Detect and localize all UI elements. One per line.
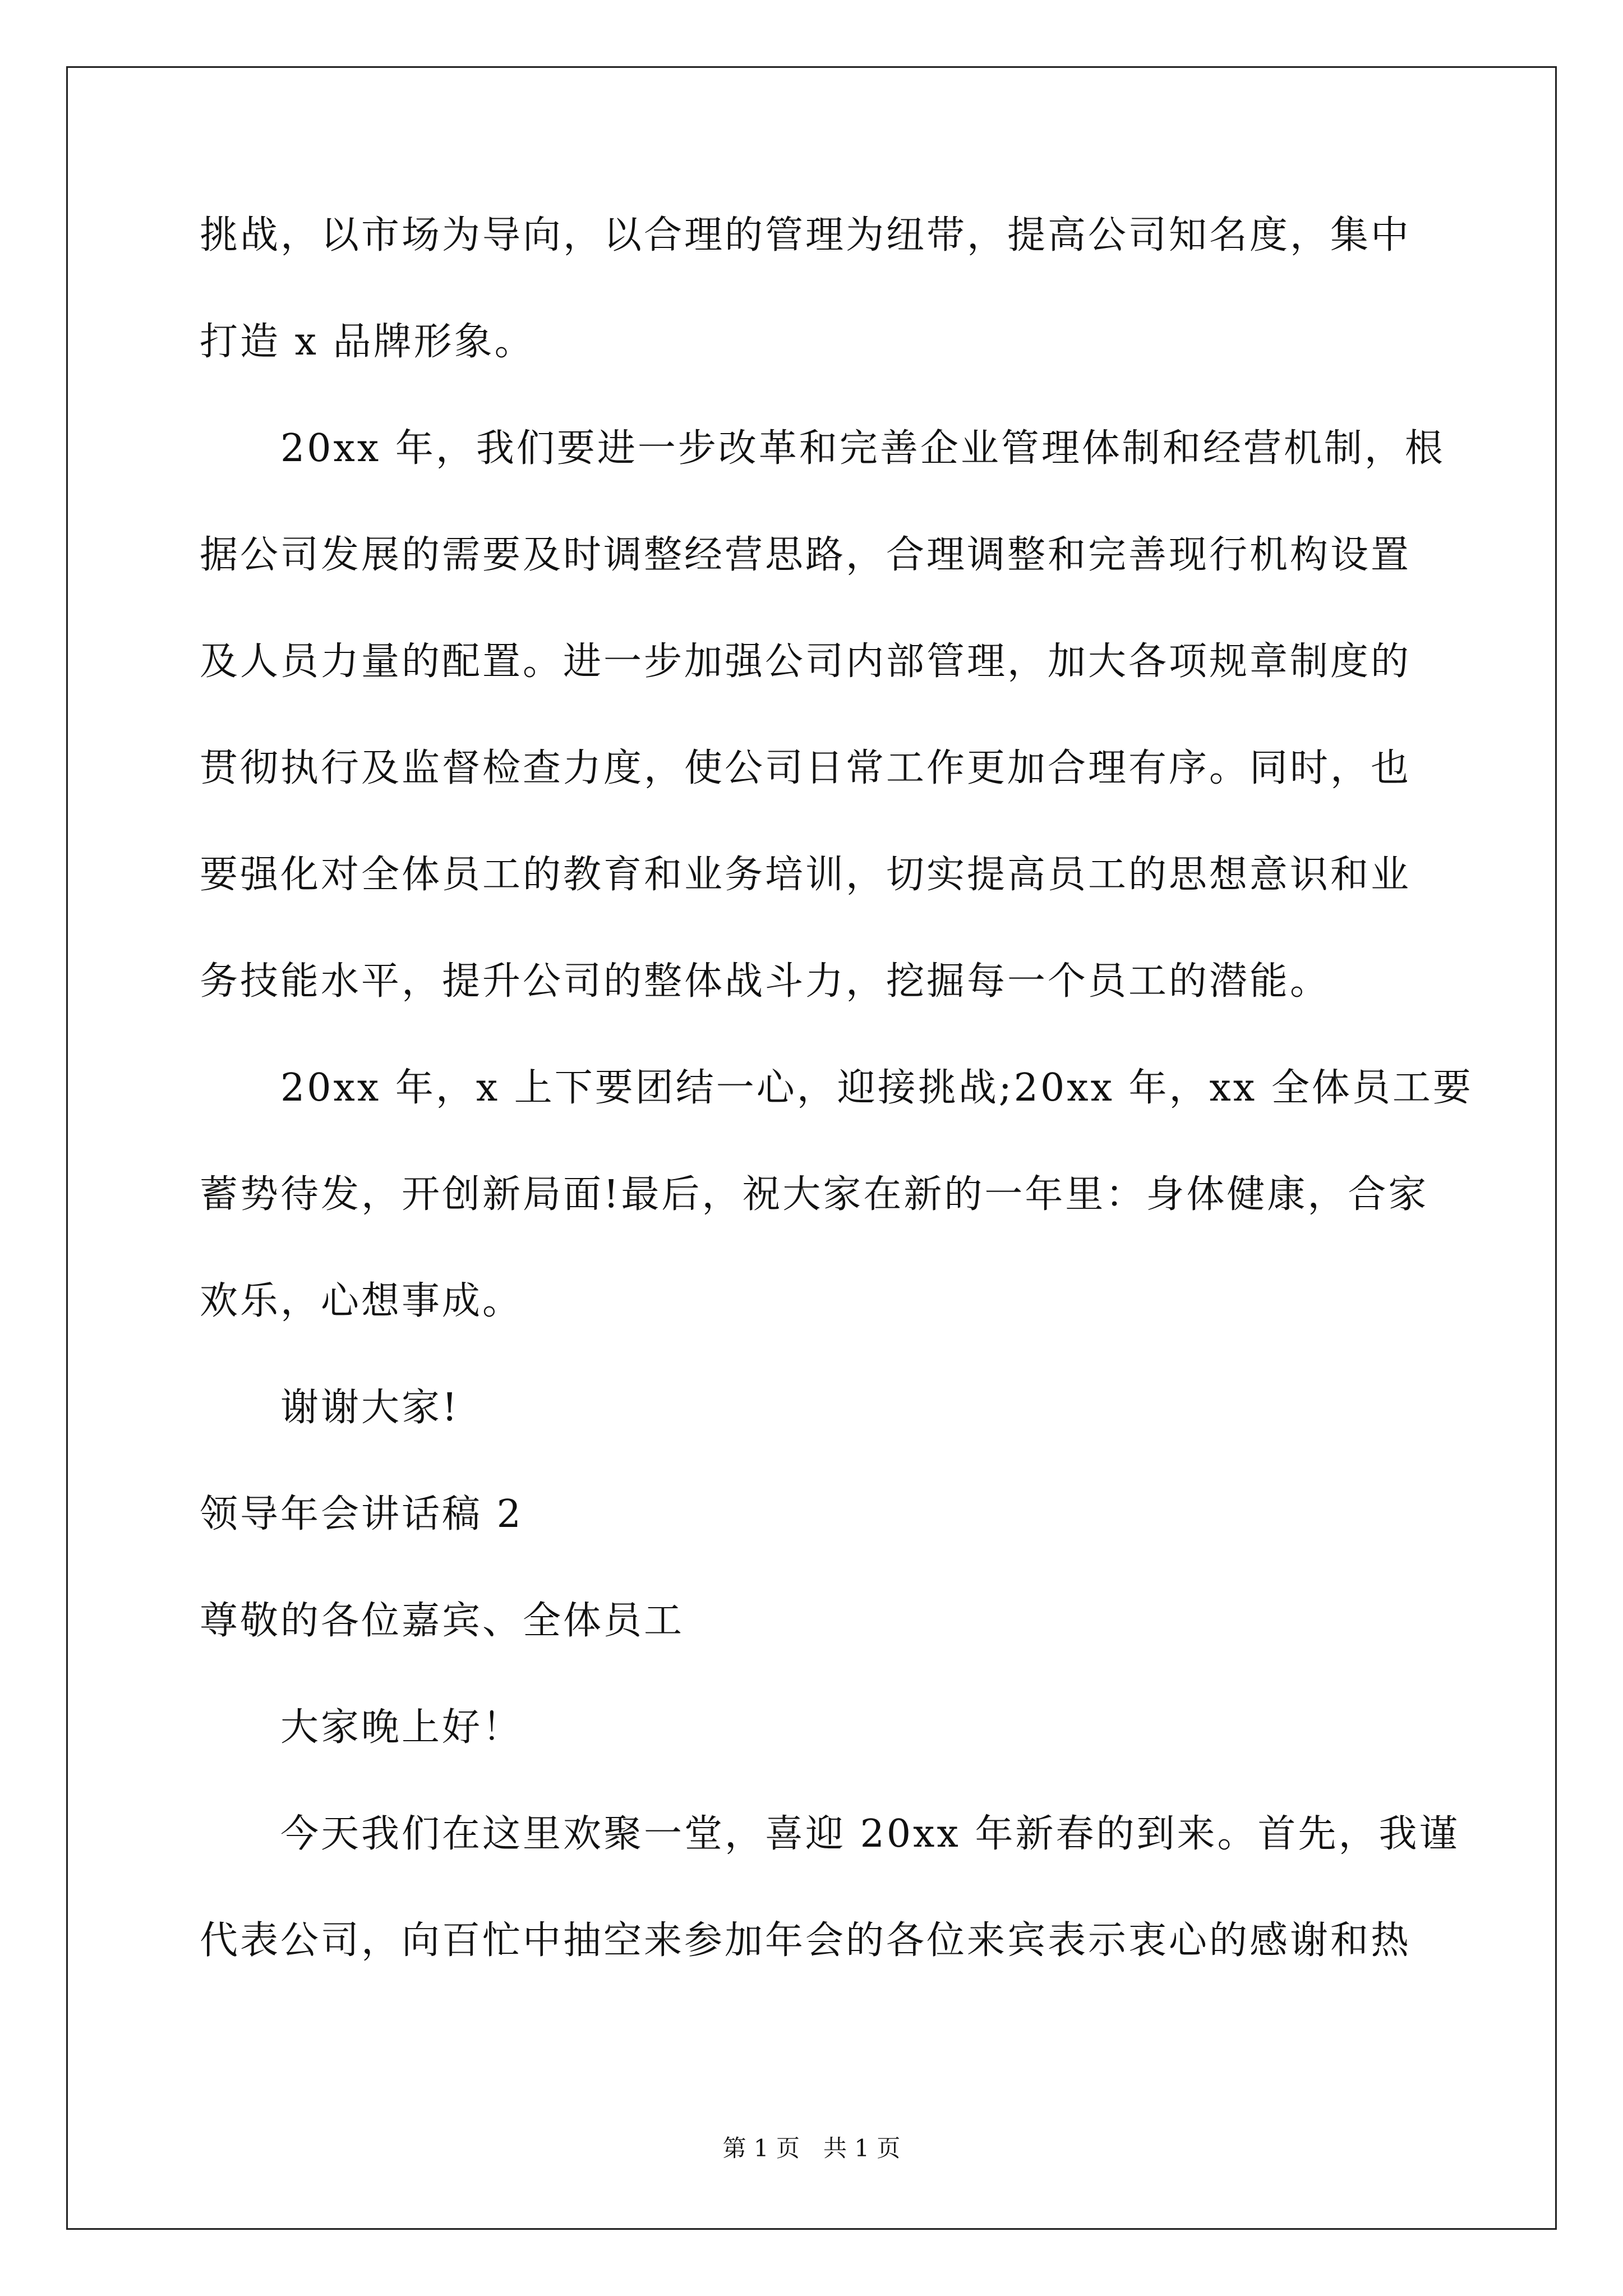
greeting: 大家晚上好！ — [280, 1705, 523, 1750]
salutation: 尊敬的各位嘉宾、全体员工 — [200, 1599, 685, 1643]
paragraph-line: 蓄势待发，开创新局面!最后，祝大家在新的一年里：身体健康，合家 — [200, 1172, 1429, 1217]
page-border — [66, 66, 1557, 2230]
paragraph-line: 务技能水平，提升公司的整体战斗力，挖掘每一个员工的潜能。 — [200, 959, 1331, 1004]
paragraph-line: 今天我们在这里欢聚一堂，喜迎 20xx 年新春的到来。首先，我谨 — [280, 1812, 1460, 1856]
page-number-footer: 第 1 页 共 1 页 — [722, 2134, 901, 2162]
paragraph-line: 贯彻执行及监督检查力度，使公司日常工作更加合理有序。同时，也 — [200, 746, 1412, 790]
paragraph-line: 及人员力量的配置。进一步加强公司内部管理，加大各项规章制度的 — [200, 639, 1412, 684]
paragraph-line: 挑战，以市场为导向，以合理的管理为纽带，提高公司知名度，集中 — [200, 213, 1412, 257]
paragraph-line: 20xx 年，我们要进一步改革和完善企业管理体制和经营机制，根 — [280, 426, 1445, 471]
paragraph-line: 谢谢大家! — [280, 1386, 460, 1430]
paragraph-line: 要强化对全体员工的教育和业务培训，切实提高员工的思想意识和业 — [200, 853, 1412, 897]
paragraph-line: 据公司发展的需要及时调整经营思路，合理调整和完善现行机构设置 — [200, 533, 1412, 577]
paragraph-line: 打造 x 品牌形象。 — [200, 320, 535, 364]
paragraph-line: 欢乐，心想事成。 — [200, 1279, 523, 1323]
paragraph-line: 20xx 年，x 上下要团结一心，迎接挑战;20xx 年，xx 全体员工要 — [280, 1066, 1473, 1110]
section-heading: 领导年会讲话稿 2 — [200, 1492, 523, 1536]
paragraph-line: 代表公司，向百忙中抽空来参加年会的各位来宾表示衷心的感谢和热 — [200, 1918, 1412, 1963]
